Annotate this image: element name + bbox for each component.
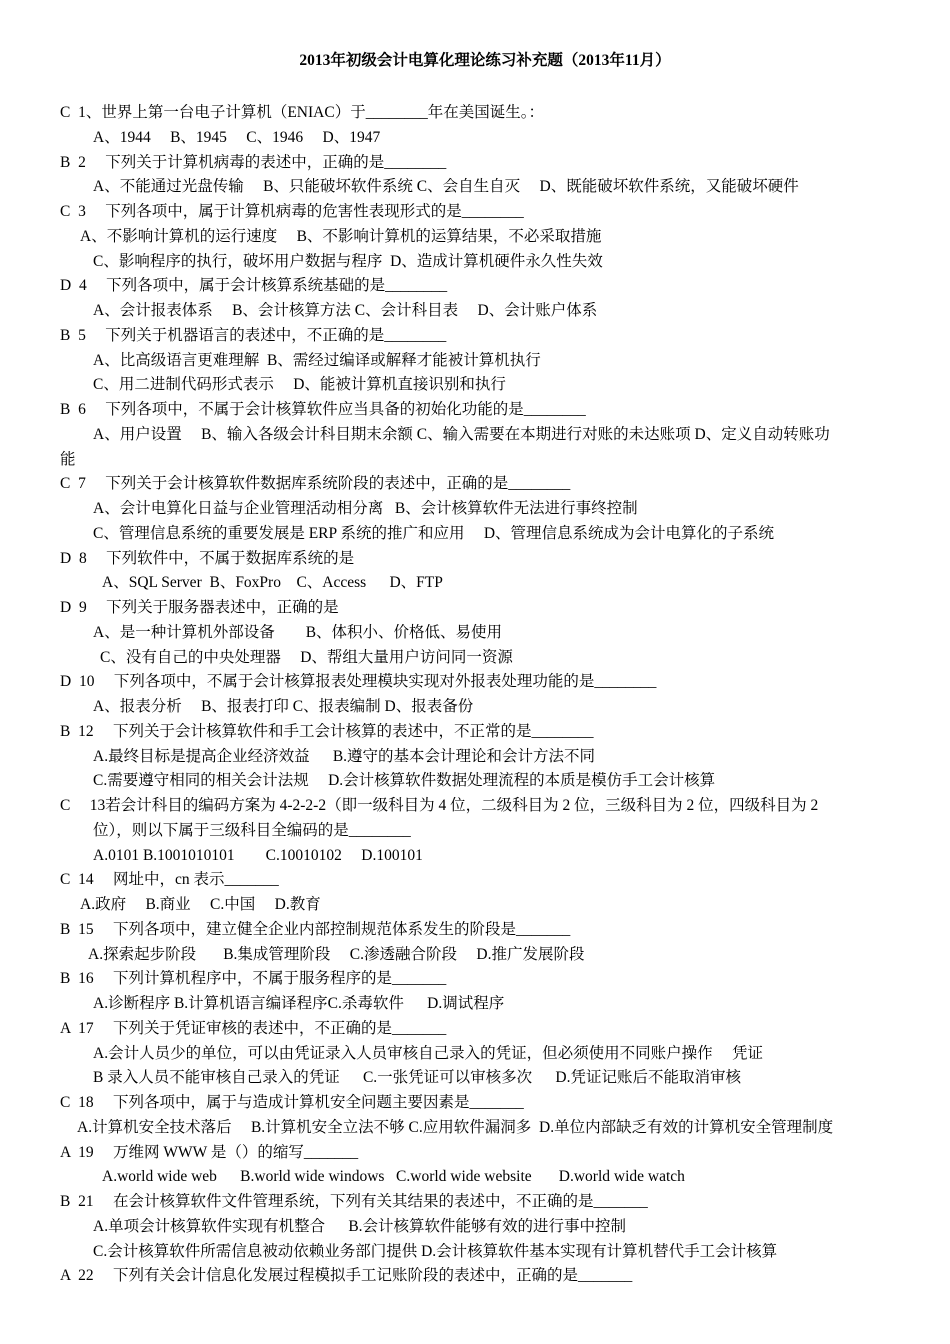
text-line: C 7 下列关于会计核算软件数据库系统阶段的表述中，正确的是________ — [60, 475, 571, 493]
text-line: C.需要遵守相同的相关会计法规 D.会计核算软件数据处理流程的本质是模仿手工会计核算 — [93, 772, 716, 790]
text-line: D 4 下列各项中，属于会计核算系统基础的是________ — [60, 277, 448, 295]
text-line: A、报表分析 B、报表打印 C、报表编制 D、报表备份 — [93, 698, 474, 715]
document-title: 2013年初级会计电算化理论练习补充题（2013年11月） — [299, 52, 671, 69]
text-line: C、管理信息系统的重要发展是 ERP 系统的推广和应用 D、管理信息系统成为会计电算化的子系统 — [93, 524, 775, 542]
text-line: A.计算机安全技术落后 B.计算机安全立法不够 C.应用软件漏洞多 D.单位内部缺乏有效的计算机安全管理制度 — [77, 1118, 834, 1136]
text-line: A、SQL Server B、FoxPro C、Access D、FTP — [102, 574, 443, 592]
text-line: A、不影响计算机的运行速度 B、不影响计算机的运算结果，不必采取措施 — [80, 227, 602, 245]
text-line: B 16 下列计算机程序中，不属于服务程序的是_______ — [60, 970, 447, 988]
text-line: A.world wide web B.world wide windows C.world wide website D.world wide watch — [102, 1168, 685, 1186]
text-line: C 3 下列各项中，属于计算机病毒的危害性表现形式的是________ — [60, 203, 524, 220]
text-line: A、1944 B、1945 C、1946 D、1947 — [93, 128, 381, 146]
text-line: A、会计报表体系 B、会计核算方法 C、会计科目表 D、会计账户体系 — [93, 302, 598, 319]
text-line: A.单项会计核算软件实现有机整合 B.会计核算软件能够有效的进行事中控制 — [93, 1217, 627, 1235]
text-line: C 18 下列各项中，属于与造成计算机安全问题主要因素是_______ — [60, 1094, 524, 1111]
text-line: A 17 下列关于凭证审核的表述中，不正确的是_______ — [60, 1019, 447, 1037]
text-line: A 19 万维网 WWW 是（）的缩写_______ — [60, 1143, 359, 1161]
text-line: C、影响程序的执行，破坏用户数据与程序 D、造成计算机硬件永久性失效 — [93, 252, 603, 270]
text-line: C、用二进制代码形式表示 D、能被计算机直接识别和执行 — [93, 376, 506, 394]
text-line: B 6 下列各项中，不属于会计核算软件应当具备的初始化功能的是________ — [60, 401, 586, 418]
text-line: A、是一种计算机外部设备 B、体积小、价格低、易使用 — [93, 623, 503, 641]
text-line: B 录入人员不能审核自己录入的凭证 C.一张凭证可以审核多次 D.凭证记账后不能取消审核 — [93, 1069, 741, 1087]
text-line: C、没有自己的中央处理器 D、帮组大量用户访问同一资源 — [100, 648, 513, 666]
text-line: B 5 下列关于机器语言的表述中，不正确的是________ — [60, 326, 447, 344]
text-line: 能 — [60, 450, 76, 468]
text-line: C 13若会计科目的编码方案为 4-2-2-2（即一级科目为 4 位，二级科目为 2 位，三级科目为 2 位，四级科目为 2 — [60, 797, 819, 814]
text-line: B 2 下列关于计算机病毒的表述中，正确的是________ — [60, 153, 447, 171]
text-line: A.诊断程序 B.计算机语言编译程序C.杀毒软件 D.调试程序 — [93, 995, 505, 1012]
text-line: D 10 下列各项中，不属于会计核算报表处理模块实现对外报表处理功能的是________ — [60, 673, 657, 691]
text-line: C 14 网址中，cn 表示_______ — [60, 871, 279, 889]
text-line: A.0101 B.1001010101 C.10010102 D.100101 — [93, 846, 423, 864]
text-line: A 22 下列有关会计信息化发展过程模拟手工记账阶段的表述中，正确的是_______ — [60, 1267, 633, 1285]
text-line: A.探索起步阶段 B.集成管理阶段 C.渗透融合阶段 D.推广发展阶段 — [88, 945, 585, 963]
text-line: 位），则以下属于三级科目全编码的是________ — [93, 821, 411, 839]
text-line: D 9 下列关于服务器表述中，正确的是 — [60, 599, 339, 616]
text-line: A、比高级语言更难理解 B、需经过编译或解释才能被计算机执行 — [93, 351, 541, 369]
text-line: A.政府 B.商业 C.中国 D.教育 — [80, 896, 321, 913]
text-line: C.会计核算软件所需信息被动依赖业务部门提供 D.会计核算软件基本实现有计算机替代手工会计核算 — [93, 1242, 778, 1260]
text-line: A、不能通过光盘传输 B、只能破坏软件系统 C、会自生自灭 D、既能破坏软件系统，又能破坏硬件 — [93, 178, 799, 196]
text-line: A、会计电算化日益与企业管理活动相分离 B、会计核算软件无法进行事终控制 — [93, 500, 638, 517]
text-line: A.会计人员少的单位，可以由凭证录入人员审核自己录入的凭证，但必须使用不同账户操作 凭证 — [93, 1044, 763, 1062]
text-line: B 12 下列关于会计核算软件和手工会计核算的表述中，不正常的是________ — [60, 722, 594, 740]
text-line: B 21 在会计核算软件文件管理系统，下列有关其结果的表述中，不正确的是_______ — [60, 1193, 648, 1210]
text-line: C 1、世界上第一台电子计算机（ENIAC）于________年在美国诞生。： — [60, 104, 544, 121]
text-line: A、用户设置 B、输入各级会计科目期末余额 C、输入需要在本期进行对账的未达账项 D、定义自动转账功 — [93, 425, 830, 443]
text-line: B 15 下列各项中，建立健全企业内部控制规范体系发生的阶段是_______ — [60, 920, 571, 938]
text-line: A.最终目标是提高企业经济效益 B.遵守的基本会计理论和会计方法不同 — [93, 747, 596, 765]
text-line: D 8 下列软件中，不属于数据库系统的是 — [60, 549, 355, 567]
